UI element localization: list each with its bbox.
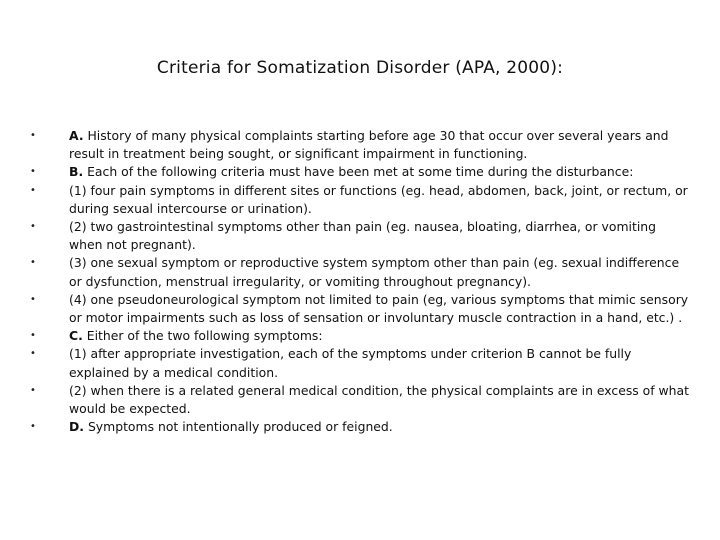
list-item-text: Either of the two following symptoms: [82,328,323,344]
list-item [30,418,690,436]
list-item-text: (2) two gastrointestinal symptoms other than pain (eg. nausea, bloating, diarrhea, or vomiting when not pregnant). [69,219,656,253]
bullet-icon: • [30,384,36,396]
bullet-icon: • [30,130,36,141]
list-item [30,327,690,345]
list-item [30,163,690,181]
bullet-icon: • [30,221,36,233]
list-item [30,291,690,327]
bullet-icon: • [30,330,36,342]
list-item-text: (1) after appropriate investigation, each of the symptoms under criterion B cannot be fully explained by a medical condition. [69,346,632,380]
slide-title: Criteria for Somatization Disorder (APA, 2000): [156,58,564,78]
criteria-list [30,127,690,436]
list-item-text: Each of the following criteria must have been met at some time during the disturbance: [83,164,634,180]
bullet-icon: • [30,257,36,269]
list-item-text: (4) one pseudoneurological symptom not limited to pain (eg, various symptoms that mimic sensory or motor impairments such as loss of sensation or involuntary muscle contraction in a hand, etc.) . [69,291,689,326]
bullet-icon: • [30,348,36,360]
list-item [30,218,690,254]
criterion-letter: C. [69,328,83,344]
list-item [30,182,690,218]
list-item-text: (2) when there is a related general medical condition, the physical complaints are in excess of what would be expected. [69,382,689,417]
list-item-text: (3) one sexual symptom or reproductive system symptom other than pain (eg. sexual indifference or dysfunction, menstrual irregularity, or vomiting throughout pregnancy). [69,255,680,289]
list-item [30,254,690,290]
bullet-icon: • [30,293,36,305]
list-item [30,345,690,381]
criterion-letter: A. [69,128,84,143]
list-item-text: (1) four pain symptoms in different sites or functions (eg. head, abdomen, back, joint, or rectum, or during sexual intercourse or urination). [69,182,688,216]
criterion-letter: D. [69,419,84,435]
criterion-letter: B. [69,164,84,180]
bullet-icon: • [30,184,36,196]
list-item-text: Symptoms not intentionally produced or feigned. [84,419,393,435]
list-item-text: History of many physical complaints starting before age 30 that occur over several years and result in treatment being sought, or significant impairment in functioning. [69,128,669,162]
list-item [30,127,690,163]
bullet-icon: • [30,421,36,433]
bullet-icon: • [30,166,36,178]
list-item [30,382,690,418]
